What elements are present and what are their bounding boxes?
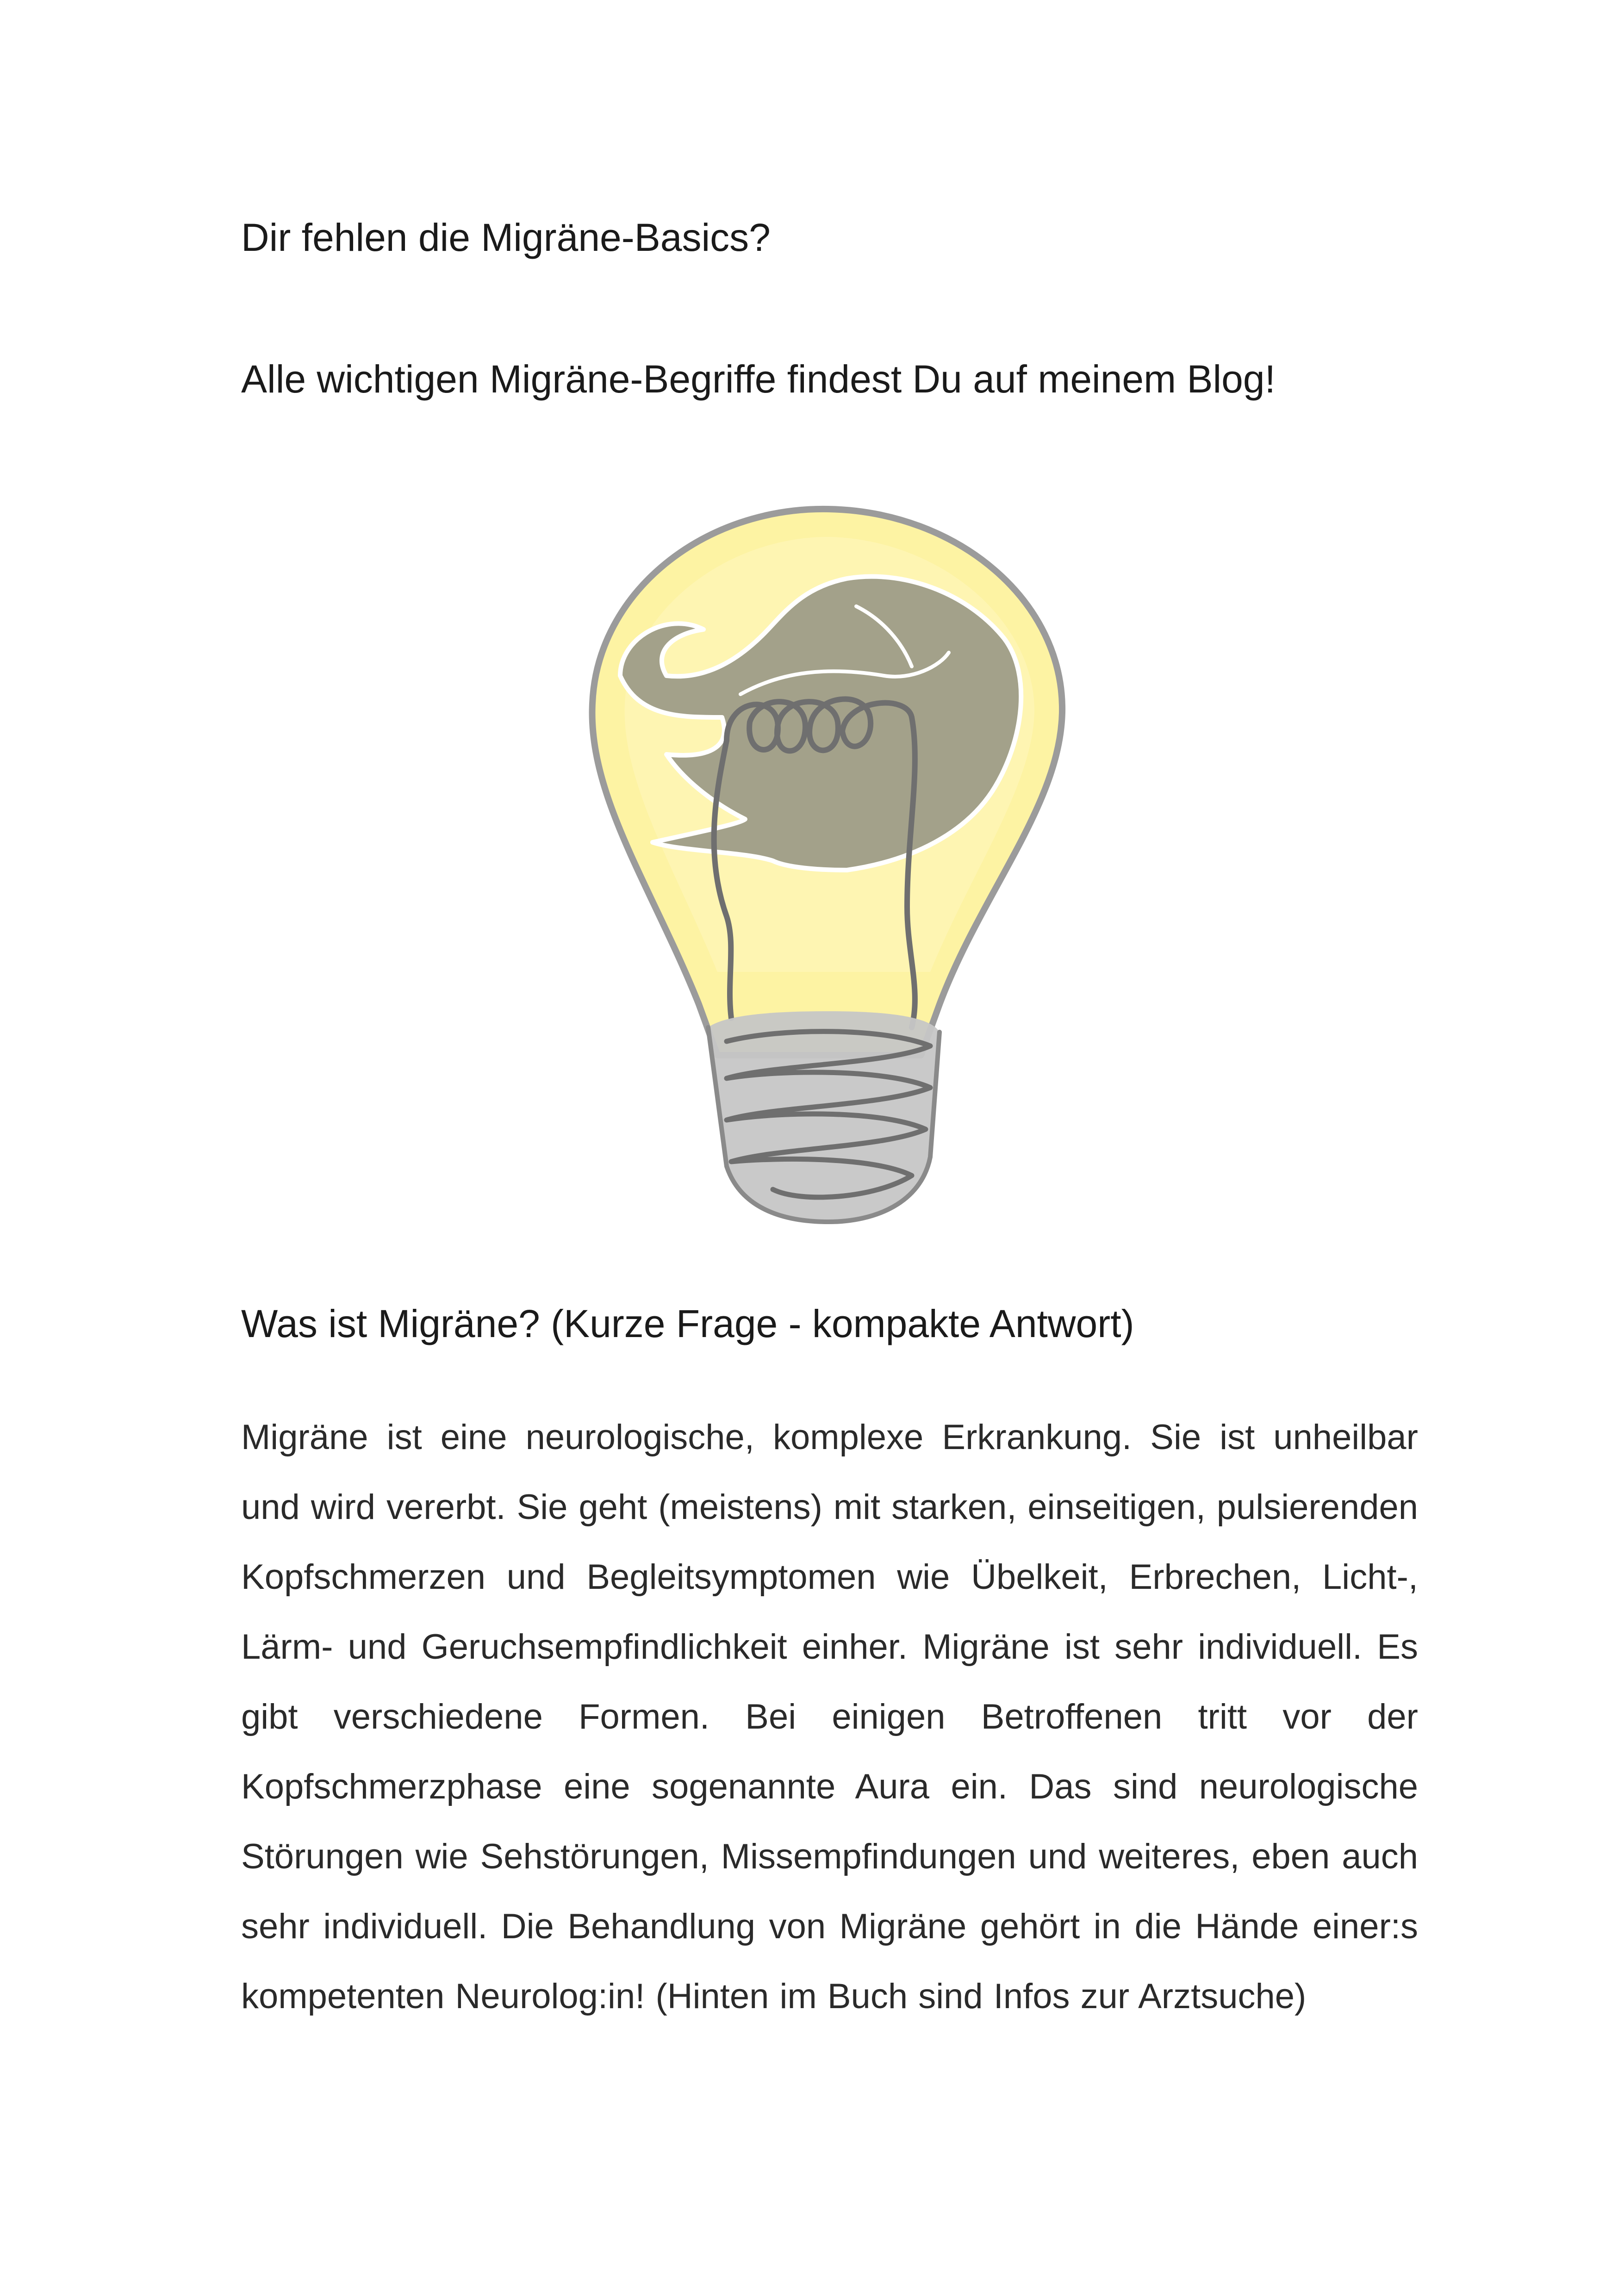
- intro-question: Dir fehlen die Migräne-Basics?: [241, 216, 771, 259]
- body-paragraph: Migräne ist eine neurologische, komplexe Erkrankung. Sie ist unheilbar und wird vererbt. Sie geht (meistens) mit starken, einseitigen, pulsierenden Kopfschmerzen und Begleitsymptomen wie Übelkeit, Erbrechen, Licht-, Lärm- und Geruchsempfindlichkeit einher. Migräne ist sehr individuell. Es gibt verschiedene Formen. Bei einigen Betroffenen tritt vor der Kopfschmerzphase eine sogenannte Aura ein. Das sind neurologische Störungen wie Sehstörungen, Missempfindungen und weiteres, eben auch sehr individuell. Die Behandlung von Migräne gehört in die Hände einer:s kompetenten Neurolog:in! (Hinten im Buch sind Infos zur Arztsuche): [241, 1418, 1418, 2016]
- intro-blog-text: Alle wichtigen Migräne-Begriffe findest Du auf meinem Blog!: [241, 357, 1276, 401]
- lightbulb-brain-icon: [588, 500, 1069, 1240]
- section-heading: Was ist Migräne? (Kurze Frage - kompakte Antwort): [241, 1302, 1134, 1345]
